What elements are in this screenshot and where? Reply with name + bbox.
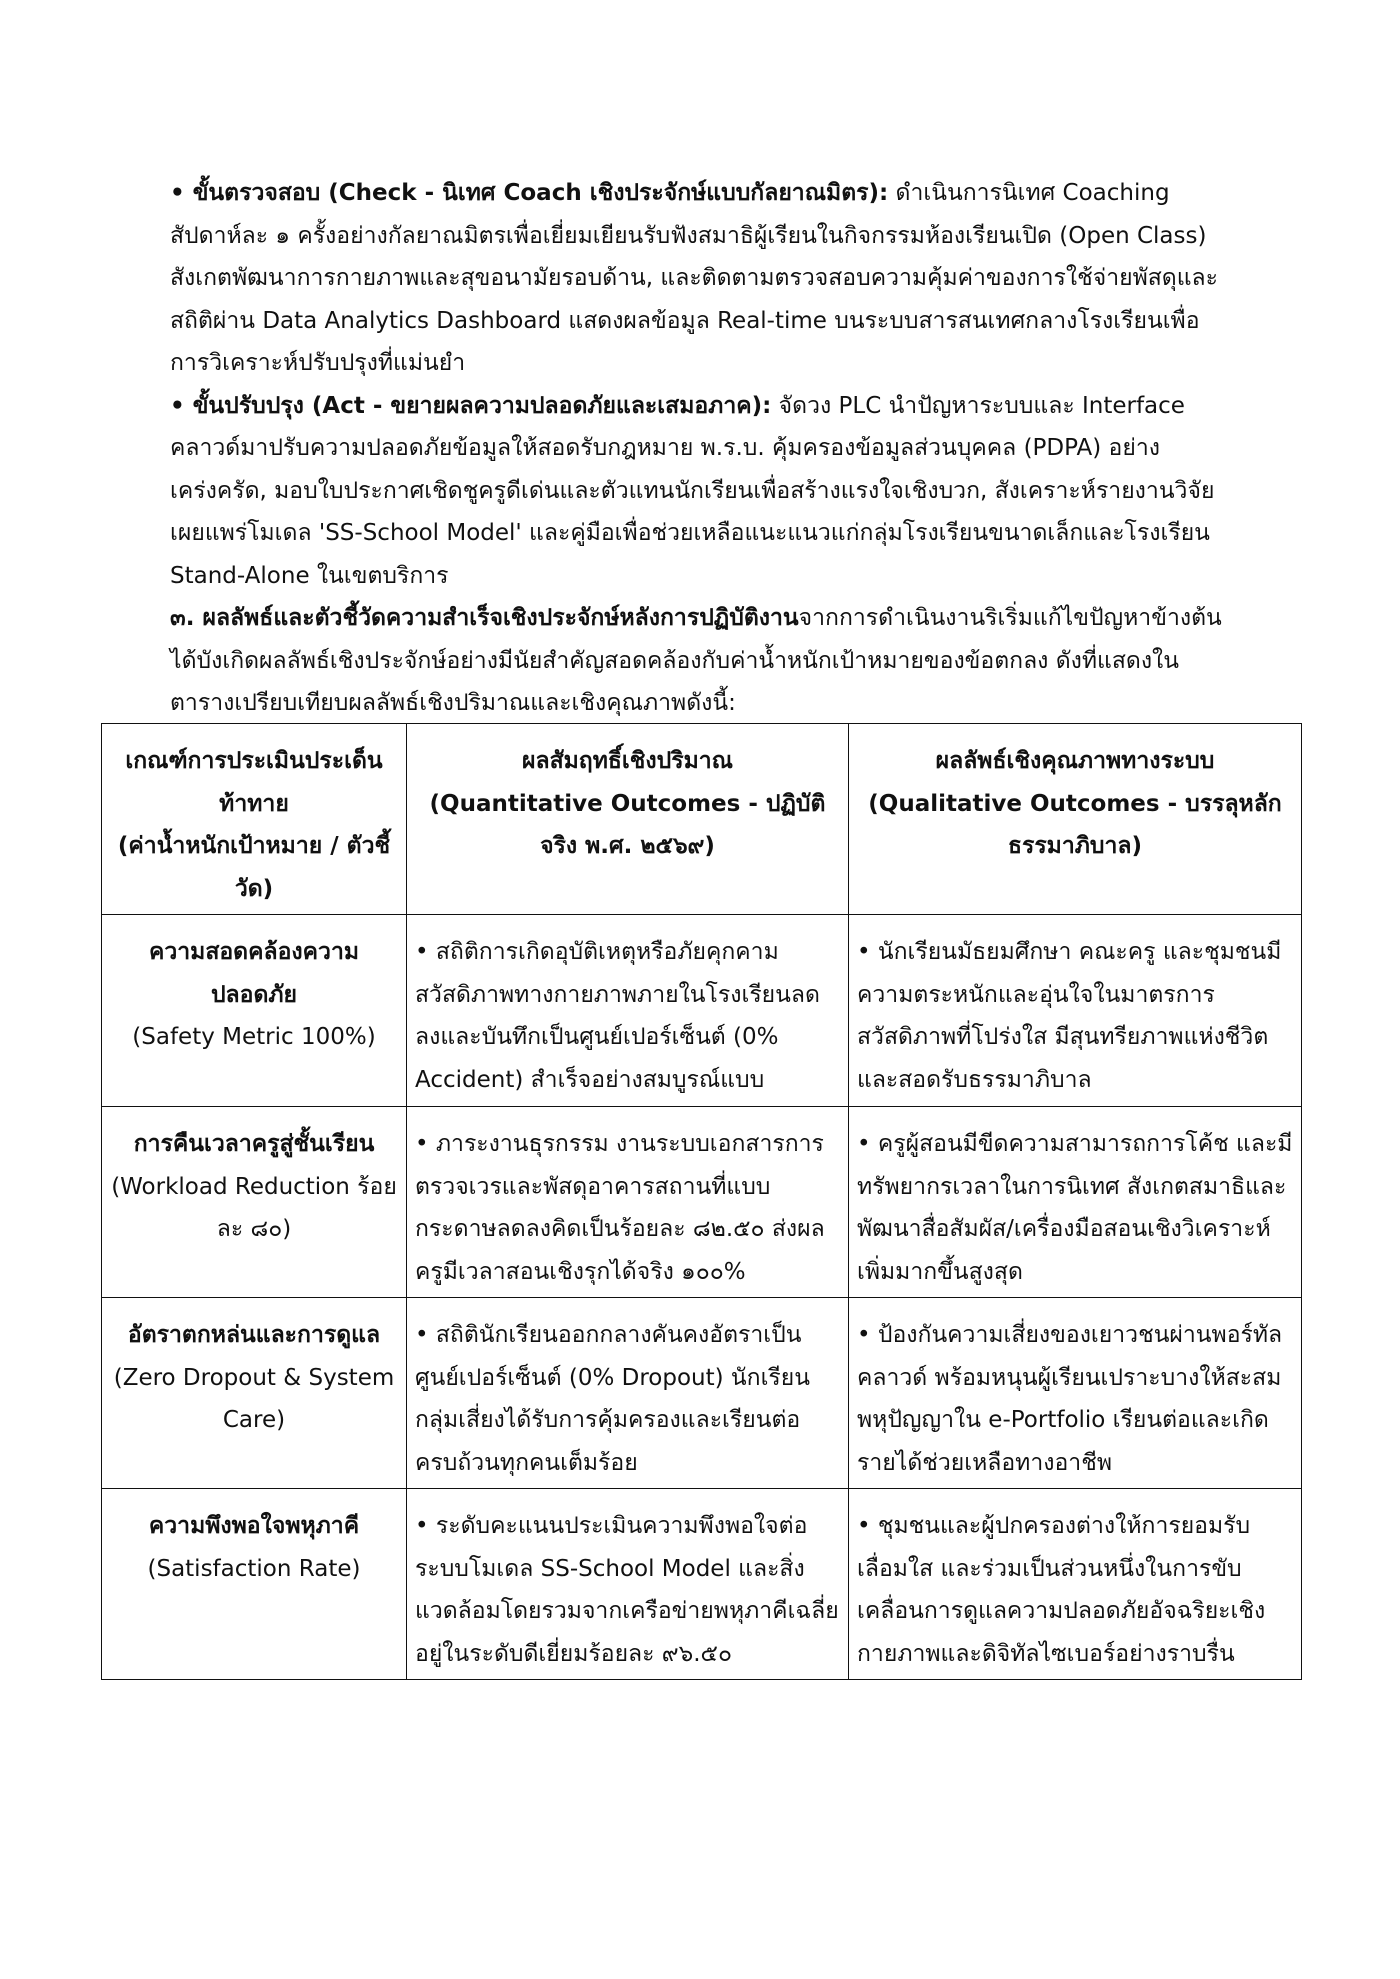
table-row [102,1107,1302,1298]
criterion-label: ความพึงพอใจพหุภาคี [148,1513,360,1539]
table-header-row [102,724,1302,915]
act-step-heading: • ขั้นปรับปรุง (Act - ขยายผลความปลอดภัยและเสมอภาค): [170,392,772,419]
quantitative-cell: • สถิติการเกิดอุบัติเหตุหรือภัยคุกคามสวัสดิภาพทางกายภาพภายในโรงเรียนลดลงและบันทึกเป็นศูนย์เปอร์เซ็นต์ (0% Accident) สำเร็จอย่างสมบูรณ์แบบ [407,915,849,1107]
act-step-paragraph [170,385,1230,598]
criterion-cell [102,1298,407,1489]
section3-heading: ๓. ผลลัพธ์และตัวชี้วัดความสำเร็จเชิงประจักษ์หลังการปฏิบัติงาน [170,605,799,631]
section3-body: จากการดำเนินงานริเริ่มแก้ไขปัญหาข้างต้น ได้บังเกิดผลลัพธ์เชิงประจักษ์อย่างมีนัยสำคัญสอดคล้องกับค่าน้ำหนักเป้าหมายของข้อตกลง ดังที่แสดงในตารางเปรียบเทียบผลลัพธ์เชิงปริมาณและเชิงคุณภาพดังนี้: [170,605,1222,716]
check-step-paragraph [170,172,1230,385]
header-qualitative-subtitle: (Qualitative Outcomes - บรรลุหลักธรรมาภิบาล) [868,790,1282,859]
quantitative-cell: • สถิตินักเรียนออกกลางคันคงอัตราเป็นศูนย์เปอร์เซ็นต์ (0% Dropout) นักเรียนกลุ่มเสี่ยงได้รับการคุ้มครองและเรียนต่อครบถ้วนทุกคนเต็มร้อย [407,1298,849,1489]
header-quantitative-subtitle: (Quantitative Outcomes - ปฏิบัติจริง พ.ศ. ๒๕๖๙) [429,790,826,859]
criterion-label: อัตราตกหล่นและการดูแล [127,1322,381,1348]
check-step-body: ดำเนินการนิเทศ Coaching สัปดาห์ละ ๑ ครั้งอย่างกัลยาณมิตรเพื่อเยี่ยมเยียนรับฟังสมาธิผู้เรียนในกิจกรรมห้องเรียนเปิด (Open Class) สังเกตพัฒนาการกายภาพและสุขอนามัยรอบด้าน, และติดตามตรวจสอบความคุ้มค่าของการใช้จ่ายพัสดุและสถิติผ่าน Data Analytics Dashboard แสดงผลข้อมูล Real-time บนระบบสารสนเทศกลางโรงเรียนเพื่อการวิเคราะห์ปรับปรุงที่แม่นยำ [170,180,1218,376]
table-row [102,915,1302,1107]
results-table [101,723,1302,1680]
qualitative-cell: • นักเรียนมัธยมศึกษา คณะครู และชุมชนมีความตระหนักและอุ่นใจในมาตรการสวัสดิภาพที่โปร่งใส มีสุนทรียภาพแห่งชีวิต และสอดรับธรรมาภิบาล [849,915,1302,1107]
header-qualitative-title: ผลลัพธ์เชิงคุณภาพทางระบบ [935,748,1215,774]
criterion-metric: (Zero Dropout & System Care) [113,1364,395,1433]
header-quantitative-title: ผลสัมฤทธิ์เชิงปริมาณ [522,748,733,774]
qualitative-cell: • ป้องกันความเสี่ยงของเยาวชนผ่านพอร์ทัลคลาวด์ พร้อมหนุนผู้เรียนเปราะบางให้สะสมพหุปัญญาใน e-Portfolio เรียนต่อและเกิดรายได้ช่วยเหลือทางอาชีพ [849,1298,1302,1489]
criterion-cell [102,915,407,1107]
criterion-metric: (Workload Reduction ร้อยละ ๘๐) [111,1173,397,1242]
table-row [102,1489,1302,1680]
criterion-label: ความสอดคล้องความปลอดภัย [148,939,360,1008]
header-criteria-title: เกณฑ์การประเมินประเด็นท้าทาย [125,748,383,817]
act-step-body: จัดวง PLC นำปัญหาระบบและ Interface คลาวด์มาปรับความปลอดภัยข้อมูลให้สอดรับกฎหมาย พ.ร.บ. คุ้มครองข้อมูลส่วนบุคคล (PDPA) อย่างเคร่งครัด, มอบใบประกาศเชิดชูครูดีเด่นและตัวแทนนักเรียนเพื่อสร้างแรงใจเชิงบวก, สังเคราะห์รายงานวิจัยเผยแพร่โมเดล 'SS-School Model' และคู่มือเพื่อช่วยเหลือแนะแนวแก่กลุ่มโรงเรียนขนาดเล็กและโรงเรียน Stand-Alone ในเขตบริการ [170,392,1215,589]
quantitative-cell: • ภาระงานธุรกรรม งานระบบเอกสารการตรวจเวรและพัสดุอาคารสถานที่แบบกระดาษลดลงคิดเป็นร้อยละ ๘๒.๕๐ ส่งผลครูมีเวลาสอนเชิงรุกได้จริง ๑๐๐% [407,1107,849,1298]
criterion-metric: (Satisfaction Rate) [147,1555,361,1582]
criterion-label: การคืนเวลาครูสู่ชั้นเรียน [133,1131,375,1157]
criterion-metric: (Safety Metric 100%) [132,1024,376,1050]
header-criteria-subtitle: (ค่าน้ำหนักเป้าหมาย / ตัวชี้วัด) [117,833,391,902]
qualitative-cell: • ครูผู้สอนมีขีดความสามารถการโค้ช และมีทรัพยากรเวลาในการนิเทศ สังเกตสมาธิและพัฒนาสื่อสัมผัส/เครื่องมือสอนเชิงวิเคราะห์เพิ่มมากขึ้นสูงสุด [849,1107,1302,1298]
section3-paragraph [170,597,1230,725]
check-step-heading: • ขั้นตรวจสอบ (Check - นิเทศ Coach เชิงประจักษ์แบบกัลยาณมิตร): [170,180,889,206]
body-text [170,172,1230,725]
qualitative-cell: • ชุมชนและผู้ปกครองต่างให้การยอมรับเลื่อมใส และร่วมเป็นส่วนหนึ่งในการขับเคลื่อนการดูแลความปลอดภัยอัจฉริยะเชิงกายภาพและดิจิทัลไซเบอร์อย่างราบรื่น [849,1489,1302,1680]
table-row [102,1298,1302,1489]
criterion-cell [102,1107,407,1298]
quantitative-cell: • ระดับคะแนนประเมินความพึงพอใจต่อระบบโมเดล SS-School Model และสิ่งแวดล้อมโดยรวมจากเครือข่ายพหุภาคีเฉลี่ยอยู่ในระดับดีเยี่ยมร้อยละ ๙๖.๕๐ [407,1489,849,1680]
header-criteria [102,724,407,915]
criterion-cell [102,1489,407,1680]
header-quantitative [407,724,849,915]
header-qualitative [849,724,1302,915]
